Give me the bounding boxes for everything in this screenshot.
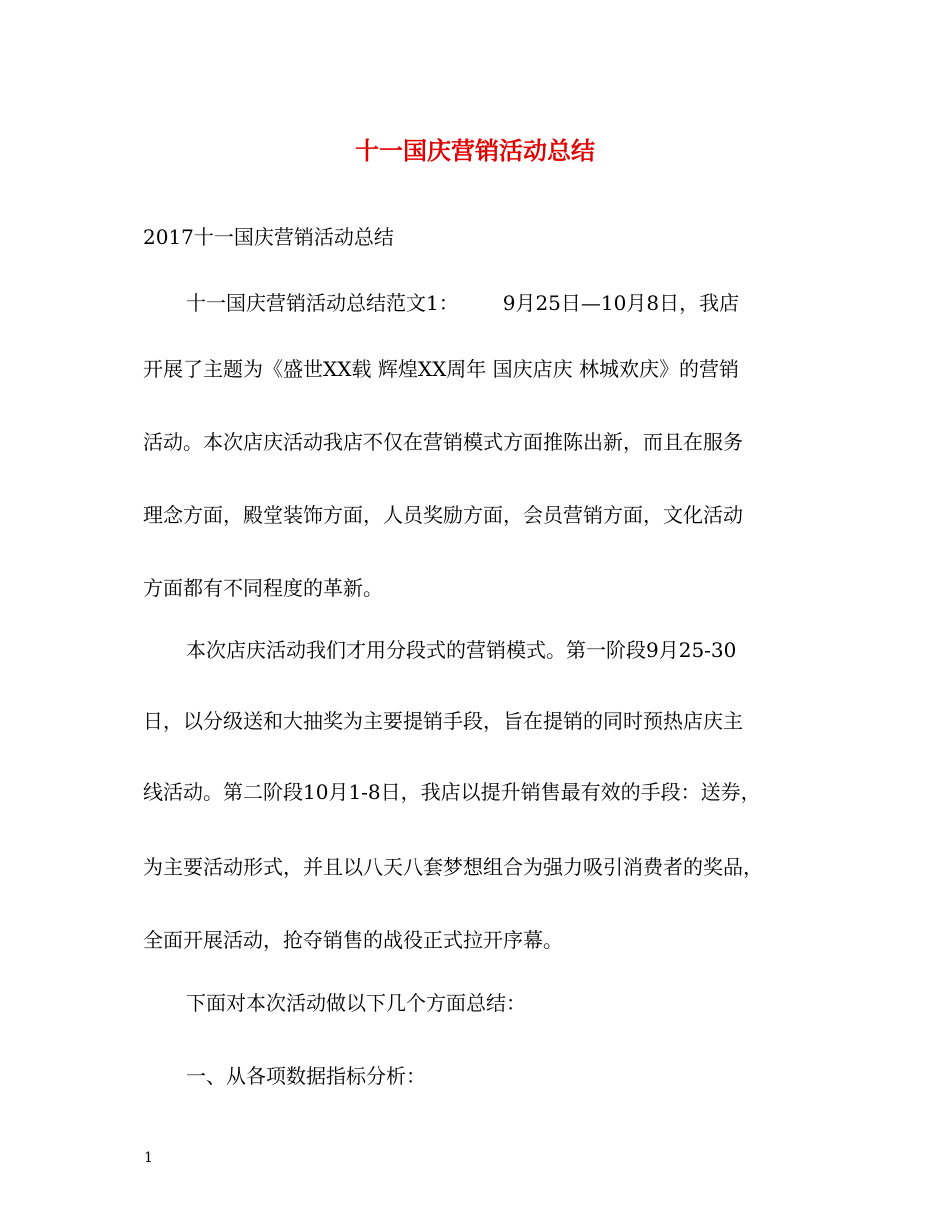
paragraph-1-line-2: 开展了主题为《盛世XX载 辉煌XX周年 国庆店庆 林城欢庆》的营销 <box>143 357 740 381</box>
paragraph-2-line-2: 日，以分级送和大抽奖为主要提销手段，旨在提销的同时预热店庆主 <box>143 709 743 733</box>
paragraph-2-line-1: 本次店庆活动我们才用分段式的营销模式。第一阶段9月25-30 <box>186 638 737 662</box>
paragraph-2-line-3: 线活动。第二阶段10月1-8日，我店以提升销售最有效的手段：送券， <box>143 780 761 804</box>
paragraph-3: 下面对本次活动做以下几个方面总结： <box>186 991 526 1015</box>
document-subtitle: 2017十一国庆营销活动总结 <box>143 225 394 249</box>
paragraph-1-line-4: 理念方面，殿堂装饰方面，人员奖励方面，会员营销方面，文化活动 <box>143 503 743 527</box>
paragraph-1-line-1-start: 十一国庆营销活动总结范文1： <box>186 291 459 315</box>
paragraph-1-line-5: 方面都有不同程度的革新。 <box>143 576 383 600</box>
section-heading: 一、从各项数据指标分析： <box>186 1064 426 1088</box>
paragraph-2-line-4: 为主要活动形式，并且以八天八套梦想组合为强力吸引消费者的奖品， <box>143 855 763 879</box>
page-number: 1 <box>144 1150 153 1166</box>
paragraph-2-line-5: 全面开展活动，抢夺销售的战役正式拉开序幕。 <box>143 928 563 952</box>
document-title: 十一国庆营销活动总结 <box>355 136 595 165</box>
paragraph-1-line-3: 活动。本次店庆活动我店不仅在营销模式方面推陈出新，而且在服务 <box>143 430 743 454</box>
paragraph-1-line-1 <box>186 289 739 317</box>
paragraph-1-line-1-end: 9月25日—10月8日，我店 <box>502 291 740 315</box>
